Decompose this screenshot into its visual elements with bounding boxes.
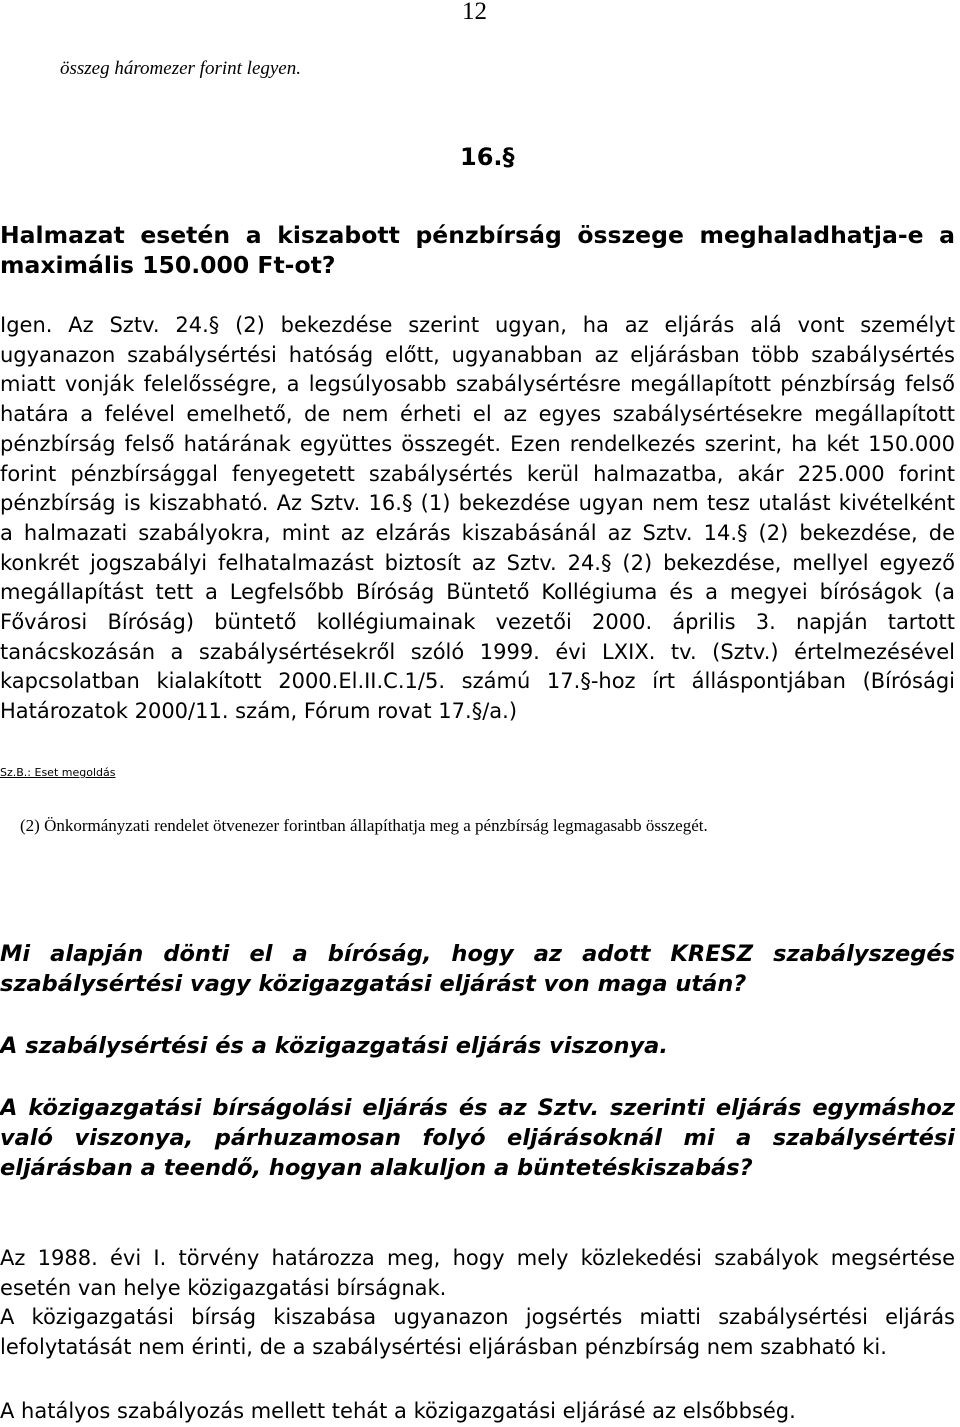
section-heading: 16.§ bbox=[460, 143, 515, 171]
answer-halmazat: Igen. Az Sztv. 24.§ (2) bekezdése szerint ugyan, ha az eljárás alá vont személyt ugyanazon szabálysértési hatóság előtt, ugyanabban az eljárásban több szabálysértés miatt vonják felelősségre, a legsúlyosabb szabálysértésre megállapított pénzbírság felső határa a felével emelhető, de nem érheti el az egyes szabálysértésekre megállapított pénzbírság felső határának együttes összegét. Ezen rendelkezés szerint, ha két 150.000 forint pénzbírsággal fenyegetett szabálysértés kerül halmazatba, akár 225.000 forint pénzbírság is kiszabható. Az Sztv. 16.§ (1) bekezdése ugyan nem tesz utalást kivételként a halmazati szabályokra, mint az elzárás kiszabásánál az Sztv. 14.§ (2) bekezdése, de konkrét jogszabályi felhatalmazást biztosít az Sztv. 24.§ (2) bekezdése, mellyel egyező megállapítást tett a Legfelsőbb Bíróság Büntető Kollégiuma és a megyei bíróságok (a Fővárosi Bíróság) büntető kollégiumainak vezetői 2000. április 3. napján tartott tanácskozásán a szabálysértésekről szóló 1999. évi LXIX. tv. (Sztv.) értelmezésével kapcsolatban kialakított 2000.El.II.C.1/5. számú 17.§-hoz írt álláspontjában (Bírósági Határozatok 2000/11. szám, Fórum rovat 17.§/a.) bbox=[0, 313, 955, 724]
footnote-label: Sz.B.: Eset megoldás bbox=[0, 766, 116, 779]
rule-paragraph: (2) Önkormányzati rendelet ötvenezer forintban állapíthatja meg a pénzbírság legmagasabb összegét. bbox=[20, 816, 708, 835]
question-viszony: A szabálysértési és a közigazgatási eljárás viszonya. bbox=[0, 1033, 668, 1059]
question-halmazat: Halmazat esetén a kiszabott pénzbírság összege meghaladhatja-e a maximális 150.000 Ft-ot? bbox=[0, 221, 955, 279]
intro-italic-text: összeg háromezer forint legyen. bbox=[60, 58, 301, 79]
answer-paragraph-1988: Az 1988. évi I. törvény határozza meg, hogy mely közlekedési szabályok megsértése esetén van helye közigazgatási bírságnak. bbox=[0, 1246, 955, 1300]
page-number: 12 bbox=[462, 0, 487, 25]
question-kresz: Mi alapján dönti el a bíróság, hogy az adott KRESZ szabályszegés szabálysértési vagy közigazgatási eljárást von maga után? bbox=[0, 941, 955, 997]
answer-paragraph-birsag: A közigazgatási bírság kiszabása ugyanazon jogsértés miatti szabálysértési eljárás lefolytatását nem érinti, de a szabálysértési eljárásban pénzbírság nem szabható ki. bbox=[0, 1305, 955, 1359]
question-birsagolasi: A közigazgatási bírságolási eljárás és az Sztv. szerinti eljárás egymáshoz való viszonya, párhuzamosan folyó eljárásoknál mi a szabálysértési eljárásban a teendő, hogyan alakuljon a büntetéskiszabás? bbox=[0, 1095, 955, 1181]
answer-paragraph-elsobbseg: A hatályos szabályozás mellett tehát a közigazgatási eljárásé az elsőbbség. bbox=[0, 1399, 796, 1423]
